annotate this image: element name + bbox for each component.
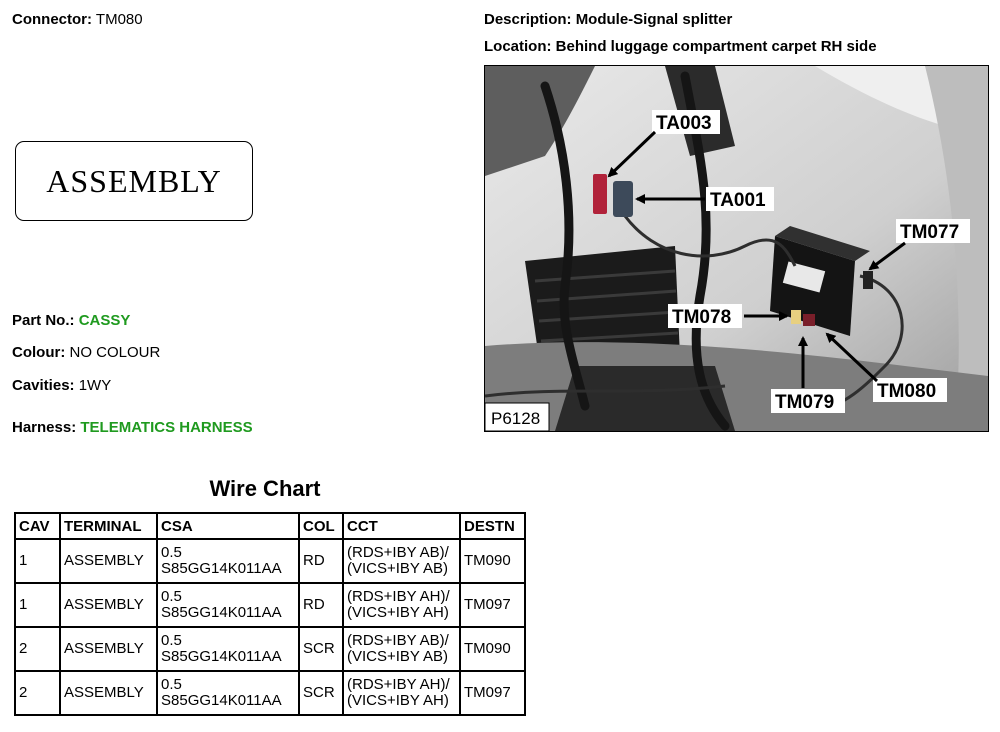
cell-cct xyxy=(343,627,460,671)
callout-tm077: TM077 xyxy=(900,222,960,243)
header-terminal: TERMINAL xyxy=(60,513,157,539)
description-value: Module-Signal splitter xyxy=(575,11,733,28)
cavities-value: 1WY xyxy=(78,377,112,394)
part-no-value: CASSY xyxy=(78,312,131,329)
cell-destn: TM090 xyxy=(460,627,525,671)
callout-tm078: TM078 xyxy=(672,307,732,328)
wire-chart-title: Wire Chart xyxy=(209,476,321,501)
cell-cct-line2: (VICS+IBY AB) xyxy=(347,560,449,577)
cavities-line xyxy=(12,377,111,394)
location-photo xyxy=(484,65,989,432)
cell-cct-line1: (RDS+IBY AB)/ xyxy=(347,632,449,649)
cell-csa-size: 0.5 xyxy=(161,676,182,693)
cell-terminal: ASSEMBLY xyxy=(60,627,157,671)
connector-label: Connector: xyxy=(12,11,92,28)
wire-chart-header-row xyxy=(15,513,525,539)
callout-tm080: TM080 xyxy=(877,381,937,402)
cell-cav: 2 xyxy=(15,627,60,671)
callout-tm079: TM079 xyxy=(775,392,835,413)
assembly-box: ASSEMBLY xyxy=(15,141,253,221)
cell-cct-line2: (VICS+IBY AH) xyxy=(347,692,449,709)
cell-csa-size: 0.5 xyxy=(161,544,182,561)
cell-csa-part: S85GG14K011AA xyxy=(161,560,282,577)
cell-cct-line2: (VICS+IBY AB) xyxy=(347,648,449,665)
cell-cct-line1: (RDS+IBY AH)/ xyxy=(347,676,450,693)
table-row xyxy=(15,583,525,627)
cell-csa-size: 0.5 xyxy=(161,588,182,605)
cell-csa-size: 0.5 xyxy=(161,632,182,649)
cell-cav: 1 xyxy=(15,583,60,627)
cell-cct xyxy=(343,671,460,715)
description-line xyxy=(484,11,732,28)
cell-csa-part: S85GG14K011AA xyxy=(161,692,282,709)
cell-terminal: ASSEMBLY xyxy=(60,671,157,715)
header-destn: DESTN xyxy=(460,513,525,539)
cell-cct-line2: (VICS+IBY AH) xyxy=(347,604,449,621)
photo-ref: P6128 xyxy=(491,409,541,428)
location-value: Behind luggage compartment carpet RH side xyxy=(555,38,877,55)
cell-destn: TM097 xyxy=(460,671,525,715)
cell-cct-line1: (RDS+IBY AB)/ xyxy=(347,544,449,561)
header-cct: CCT xyxy=(343,513,460,539)
cell-col: RD xyxy=(299,583,343,627)
cavities-label: Cavities: xyxy=(12,377,75,394)
colour-value: NO COLOUR xyxy=(69,344,161,361)
cell-csa-part: S85GG14K011AA xyxy=(161,648,282,665)
location-label: Location: xyxy=(484,38,552,55)
cell-cav: 1 xyxy=(15,539,60,583)
table-row xyxy=(15,539,525,583)
table-row xyxy=(15,627,525,671)
cell-csa xyxy=(157,671,299,715)
cell-csa xyxy=(157,539,299,583)
connector-value: TM080 xyxy=(95,11,143,28)
cell-col: SCR xyxy=(299,671,343,715)
header-csa: CSA xyxy=(157,513,299,539)
cell-col: RD xyxy=(299,539,343,583)
table-row xyxy=(15,671,525,715)
header-cav: CAV xyxy=(15,513,60,539)
harness-label: Harness: xyxy=(12,419,77,436)
part-no-label: Part No.: xyxy=(12,312,75,329)
description-label: Description: xyxy=(484,11,572,28)
wire-chart-table xyxy=(14,512,526,716)
cell-col: SCR xyxy=(299,627,343,671)
part-no-line xyxy=(12,312,130,329)
cell-cav: 2 xyxy=(15,671,60,715)
harness-line xyxy=(12,419,253,436)
location-photo-illustration xyxy=(485,66,988,431)
cell-cct xyxy=(343,539,460,583)
cell-cct xyxy=(343,583,460,627)
cell-terminal: ASSEMBLY xyxy=(60,539,157,583)
connector-line xyxy=(12,11,143,28)
cell-csa xyxy=(157,627,299,671)
cell-cct-line1: (RDS+IBY AH)/ xyxy=(347,588,450,605)
location-line xyxy=(484,38,877,55)
header-col: COL xyxy=(299,513,343,539)
callout-ta001: TA001 xyxy=(710,190,766,211)
cell-csa xyxy=(157,583,299,627)
cell-terminal: ASSEMBLY xyxy=(60,583,157,627)
cell-destn: TM090 xyxy=(460,539,525,583)
harness-value: TELEMATICS HARNESS xyxy=(80,419,253,436)
colour-line xyxy=(12,344,160,361)
colour-label: Colour: xyxy=(12,344,66,361)
cell-destn: TM097 xyxy=(460,583,525,627)
callout-ta003: TA003 xyxy=(656,113,712,134)
cell-csa-part: S85GG14K011AA xyxy=(161,604,282,621)
